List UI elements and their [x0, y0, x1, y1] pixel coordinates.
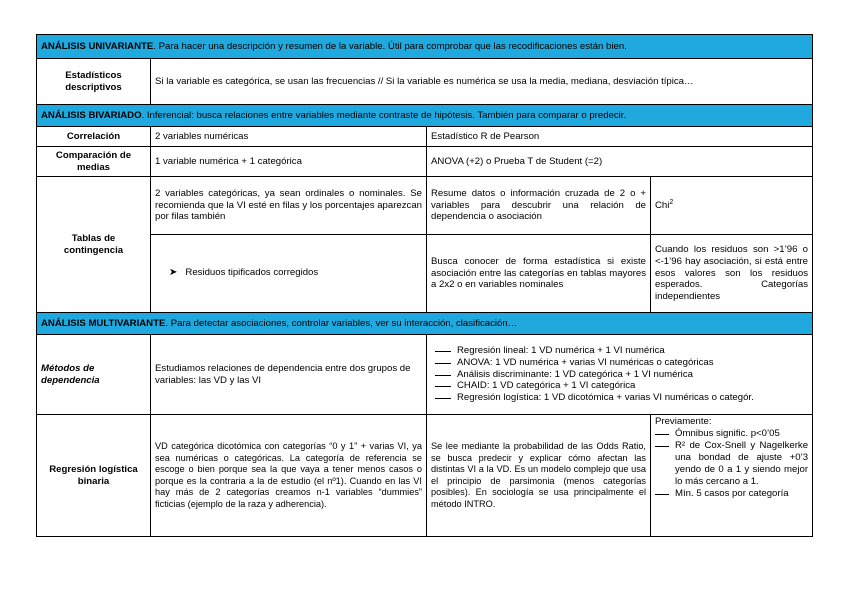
table-row: [37, 177, 813, 235]
contingency-tables-vars: 2 variables categóricas, ya sean ordinales o nominales. Se recomienda que la VI esté en filas y los porcentajes aparezcan por filas también: [151, 177, 427, 235]
univariate-header: [37, 35, 813, 59]
list-item: R² de Cox-Snell y Nagelkerke una bondad de ajuste +0’3 yendo de 0 a 1 y siendo mejor lo más cercano a 1.: [655, 440, 808, 488]
bivariate-description: . Inferencial: busca relaciones entre variables mediante contraste de hipótesis. También para comparar o predecir.: [141, 109, 627, 121]
dependence-methods-text: Estudiamos relaciones de dependencia entre dos grupos de variables: las VD y las VI: [151, 335, 427, 415]
analysis-summary-table: [36, 34, 813, 537]
residuals-note: Cuando los residuos son >1’96 o <-1’96 hay asociación, si está entre esos valores son los residuos esperados. Categorías independientes: [651, 235, 813, 313]
multivariate-header: [37, 313, 813, 335]
univariate-title: ANÁLISIS UNIVARIANTE: [41, 40, 154, 52]
residuals-label: Residuos tipificados corregidos: [185, 267, 319, 279]
previously-label: Previamente:: [655, 416, 712, 427]
list-item: Mín. 5 casos por categoría: [655, 488, 808, 500]
bivariate-header-row: [37, 105, 813, 127]
correlation-vars: 2 variables numéricas: [151, 127, 427, 147]
logistic-regression-vars: VD categórica dicotómica con categorías “0 y 1” + varias VI, ya sea numéricas o categóricas. La categoría de referencia se escoge o bien porque sea la que vaya a tener menos casos o porque es la contraria a la de estudio (el nº1). Cuando en las VI hay más de 2 categorías creamos n-1 variables “dummies” ficticias (ejemplo de la raza y adherencia).: [151, 415, 427, 537]
contingency-tables-label: Tablas de contingencia: [37, 177, 151, 313]
previously-list: [655, 428, 808, 500]
descriptive-stats-label: Estadísticos descriptivos: [37, 59, 151, 105]
logistic-regression-desc: Se lee mediante la probabilidad de las Odds Ratio, se busca predecir y explicar cómo afectan las distintas VI a la VD. Es un modelo complejo que usa el principio de parsimonia (menos categorías posibles). En sociología se usa principalmente el método INTRO.: [427, 415, 651, 537]
univariate-description: . Para hacer una descripción y resumen de la variable. Útil para comprobar que las recodificaciones están bien.: [153, 40, 627, 52]
multivariate-description: . Para detectar asociaciones, controlar variables, ver su interacción, clasificación…: [165, 317, 518, 329]
list-item: Regresión lineal: 1 VD numérica + 1 VI numérica: [431, 345, 808, 357]
list-item: Análisis discriminante: 1 VD categórica + 1 VI numérica: [431, 369, 808, 381]
arrow-bullet-icon: ➤: [169, 267, 178, 279]
dependence-methods-list: [431, 345, 808, 405]
table-row: [37, 335, 813, 415]
means-comparison-label: Comparación de medias: [37, 147, 151, 177]
multivariate-title: ANÁLISIS MULTIVARIANTE: [41, 317, 166, 329]
dependence-methods-list-cell: [427, 335, 813, 415]
means-comparison-stat: ANOVA (+2) o Prueba T de Student (=2): [427, 147, 813, 177]
contingency-tables-desc: Resume datos o información cruzada de 2 o + variables para descubrir una relación de dependencia o asociación: [427, 177, 651, 235]
residuals-cell: [151, 235, 427, 313]
means-comparison-vars: 1 variable numérica + 1 categórica: [151, 147, 427, 177]
table-row: [37, 127, 813, 147]
dependence-methods-label: Métodos de dependencia: [37, 335, 151, 415]
table-row: [37, 59, 813, 105]
correlation-stat: Estadístico R de Pearson: [427, 127, 813, 147]
descriptive-stats-text: Si la variable es categórica, se usan las frecuencias // Si la variable es numérica se usa la media, mediana, desviación típica…: [151, 59, 813, 105]
chi-square-cell: [651, 177, 813, 235]
chi-square-superscript: 2: [669, 198, 674, 206]
table-row: [37, 147, 813, 177]
previously-cell: [651, 415, 813, 537]
chi-square-label: Chi: [655, 200, 670, 212]
residuals-desc: Busca conocer de forma estadística si existe asociación entre las categorías en tablas mayores a 2x2 o en variables nominales: [427, 235, 651, 313]
table-row: [37, 235, 813, 313]
table-row: [37, 415, 813, 537]
list-item: CHAID: 1 VD categórica + 1 VI categórica: [431, 380, 808, 392]
correlation-label: Correlación: [37, 127, 151, 147]
univariate-header-row: [37, 35, 813, 59]
multivariate-header-row: [37, 313, 813, 335]
list-item: Regresión logística: 1 VD dicotómica + varias VI numéricas o categór.: [431, 392, 808, 404]
bivariate-header: [37, 105, 813, 127]
list-item: ANOVA: 1 VD numérica + varias VI numéricas o categóricas: [431, 357, 808, 369]
logistic-regression-label: Regresión logística binaria: [37, 415, 151, 537]
list-item: Ómnibus signific. p<0’05: [655, 428, 808, 440]
bivariate-title: ANÁLISIS BIVARIADO: [41, 109, 142, 121]
